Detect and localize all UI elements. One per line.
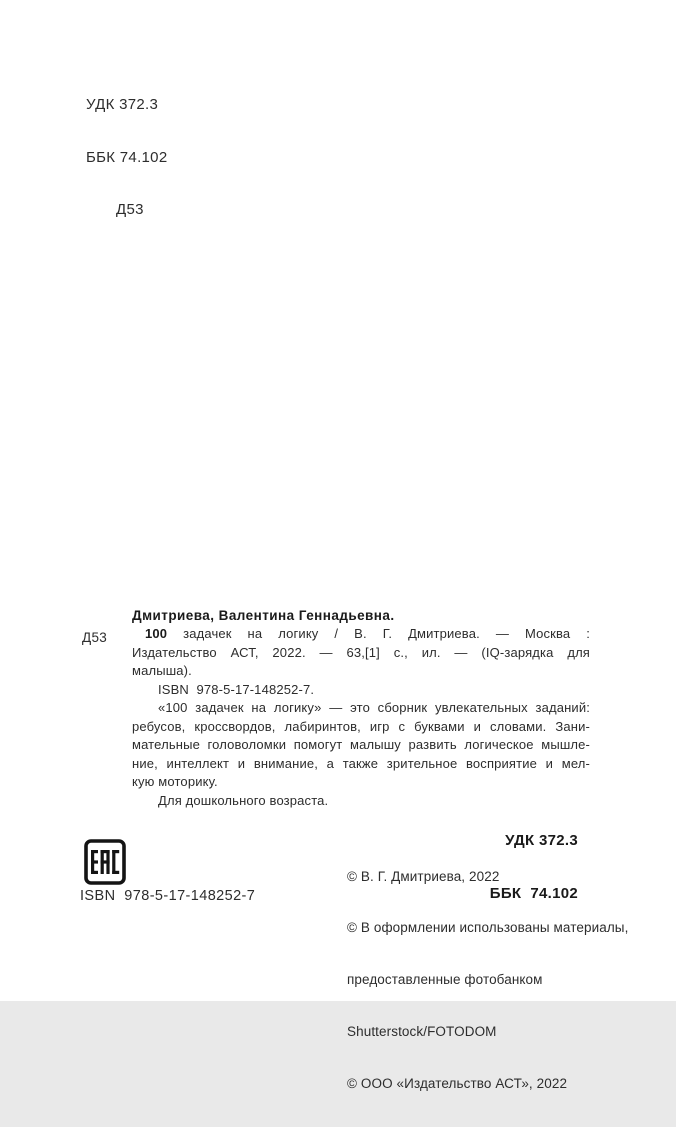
copyright-line: предоставленные фотобанком bbox=[347, 972, 543, 988]
author-sign-code: Д53 bbox=[116, 201, 144, 218]
bbk-code-bold: ББК 74.102 bbox=[489, 884, 578, 902]
bib-line: кую моторику. bbox=[132, 774, 218, 790]
udk-code-bold: УДК 372.3 bbox=[505, 832, 578, 850]
bbk-code: ББК 74.102 bbox=[86, 148, 168, 166]
bib-line: ISBN 978-5-17-148252-7. bbox=[158, 681, 315, 697]
eac-conformity-mark-icon bbox=[84, 839, 126, 885]
copyright-line: Shutterstock/FOTODOM bbox=[347, 1024, 497, 1040]
copyright-line: © ООО «Издательство АСТ», 2022 bbox=[347, 1076, 568, 1092]
bib-line: ребусов, кроссвордов, лабиринтов, игр с буквами и словами. Зани- bbox=[132, 718, 590, 734]
udk-code: УДК 372.3 bbox=[86, 96, 159, 113]
bib-margin-label: Д53 bbox=[82, 630, 108, 645]
bib-line: Дмитриева, Валентина Геннадьевна. bbox=[132, 608, 395, 623]
bib-line: 100 задачек на логику / В. Г. Дмитриева. — Москва : bbox=[145, 626, 590, 642]
bib-line: Издательство АСТ, 2022. — 63,[1] с., ил. — (IQ-зарядка для bbox=[132, 644, 590, 660]
bib-line: малыша). bbox=[132, 663, 192, 679]
bibliographic-record bbox=[132, 607, 590, 810]
bib-line: мательные головоломки помогут малышу развить логическое мышле- bbox=[132, 737, 590, 753]
isbn-number: ISBN 978-5-17-148252-7 bbox=[80, 888, 256, 904]
bib-line: ние, интеллект и внимание, а также зрительное восприятие и мел- bbox=[132, 755, 590, 771]
top-classification-codes bbox=[86, 61, 167, 254]
copyright-block bbox=[347, 833, 637, 1127]
bib-line: Для дошкольного возраста. bbox=[158, 792, 329, 808]
copyright-line: © В. Г. Дмитриева, 2022 bbox=[347, 868, 500, 884]
copyright-line: © В оформлении использованы материалы, bbox=[347, 920, 629, 936]
bib-line: «100 задачек на логику» — это сборник увлекательных заданий: bbox=[158, 700, 590, 716]
